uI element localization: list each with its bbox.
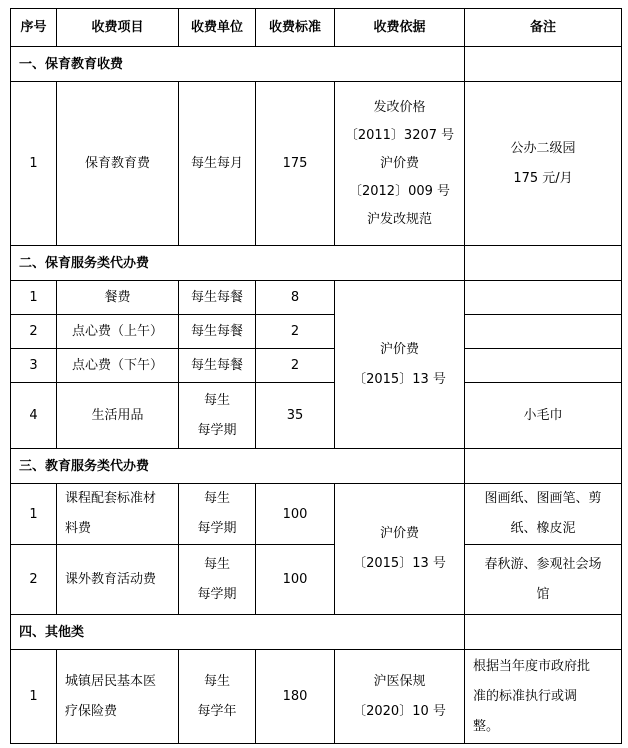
row-standard: 2 — [256, 349, 335, 383]
row-unit: 每生每餐 — [179, 281, 256, 315]
basis-line: 〔2012〕009 号 — [348, 183, 451, 199]
row-item — [57, 545, 179, 615]
item-line: 料费 — [65, 521, 92, 536]
section-row — [11, 615, 622, 650]
header-no: 序号 — [11, 9, 57, 47]
basis-line: 沪价费 — [379, 155, 419, 171]
row-unit — [179, 383, 256, 449]
table-row — [11, 545, 622, 615]
unit-line: 每学期 — [197, 422, 237, 438]
section-row — [11, 449, 622, 484]
basis-line: 沪医保规 — [373, 673, 426, 689]
table-row — [11, 383, 622, 449]
header-item: 收费项目 — [57, 9, 179, 47]
table-row — [11, 315, 622, 349]
basis-line: 沪价费 — [379, 341, 419, 357]
row-remark — [465, 315, 622, 349]
row-item — [57, 650, 179, 744]
basis-line: 〔2015〕13 号 — [353, 556, 446, 571]
header-unit: 收费单位 — [179, 9, 256, 47]
remark-line: 根据当年度市政府批 — [473, 658, 591, 674]
remark-line: 图画纸、图画笔、剪 — [484, 491, 602, 506]
row-standard: 2 — [256, 315, 335, 349]
row-basis — [335, 82, 465, 246]
row-item: 餐费 — [57, 281, 179, 315]
basis-line: 沪价费 — [379, 526, 419, 541]
row-remark — [465, 281, 622, 315]
row-standard: 8 — [256, 281, 335, 315]
basis-line: 〔2015〕13 号 — [353, 371, 446, 387]
table-row — [11, 82, 622, 246]
item-line: 课程配套标准材 — [65, 491, 157, 506]
row-no: 1 — [11, 484, 57, 545]
table-row — [11, 650, 622, 744]
row-standard: 180 — [256, 650, 335, 744]
table-row — [11, 349, 622, 383]
remark-line: 准的标准执行或调 — [473, 688, 578, 704]
section-remark-cell — [465, 246, 622, 281]
row-unit: 每生每月 — [179, 82, 256, 246]
row-item: 保育教育费 — [57, 82, 179, 246]
row-basis — [335, 650, 465, 744]
row-no: 2 — [11, 315, 57, 349]
unit-line: 每生 — [203, 491, 230, 506]
item-line: 课外教育活动费 — [65, 571, 157, 587]
row-unit: 每生每餐 — [179, 349, 256, 383]
unit-line: 每生 — [203, 556, 230, 572]
header-standard: 收费标准 — [256, 9, 335, 47]
table-row — [11, 281, 622, 315]
remark-line: 整。 — [473, 718, 500, 734]
row-item: 点心费（下午） — [57, 349, 179, 383]
row-remark — [465, 82, 622, 246]
basis-line: 沪发改规范 — [366, 211, 432, 227]
remark-line: 馆 — [536, 586, 550, 602]
row-remark — [465, 349, 622, 383]
row-no: 1 — [11, 82, 57, 246]
section-row — [11, 47, 622, 82]
fee-table — [10, 8, 622, 744]
remark-line: 公办二级园 — [510, 140, 576, 156]
header-basis: 收费依据 — [335, 9, 465, 47]
row-remark: 小毛巾 — [465, 383, 622, 449]
remark-line: 纸、橡皮泥 — [510, 521, 576, 536]
header-row — [11, 9, 622, 47]
unit-line: 每学期 — [197, 586, 237, 602]
row-no: 2 — [11, 545, 57, 615]
row-standard: 100 — [256, 484, 335, 545]
unit-line: 每学年 — [197, 703, 237, 719]
row-no: 4 — [11, 383, 57, 449]
unit-line: 每生 — [203, 392, 230, 408]
section-remark-cell — [465, 449, 622, 484]
unit-line: 每生 — [203, 673, 230, 689]
row-remark — [465, 484, 622, 545]
section-remark-cell — [465, 615, 622, 650]
row-no: 1 — [11, 281, 57, 315]
row-unit — [179, 545, 256, 615]
remark-line: 175 元/月 — [513, 170, 573, 186]
item-line: 城镇居民基本医 — [65, 673, 157, 689]
unit-line: 每学期 — [197, 521, 237, 536]
section-remark-cell — [465, 47, 622, 82]
row-standard: 100 — [256, 545, 335, 615]
section-title-2: 二、保育服务类代办费 — [11, 246, 465, 281]
row-remark — [465, 545, 622, 615]
row-no: 3 — [11, 349, 57, 383]
row-item: 点心费（上午） — [57, 315, 179, 349]
section-basis — [335, 484, 465, 615]
item-line: 疗保险费 — [65, 703, 118, 719]
remark-line: 春秋游、参观社会场 — [484, 556, 602, 572]
row-standard: 175 — [256, 82, 335, 246]
basis-line: 发改价格 — [373, 99, 426, 115]
row-item — [57, 484, 179, 545]
section-row — [11, 246, 622, 281]
row-unit: 每生每餐 — [179, 315, 256, 349]
section-title-4: 四、其他类 — [11, 615, 465, 650]
basis-line: 〔2011〕3207 号 — [344, 127, 455, 143]
row-unit — [179, 650, 256, 744]
row-standard: 35 — [256, 383, 335, 449]
header-remark: 备注 — [465, 9, 622, 47]
row-unit — [179, 484, 256, 545]
row-remark — [465, 650, 622, 744]
section-title-1: 一、保育教育收费 — [11, 47, 465, 82]
basis-line: 〔2020〕10 号 — [353, 703, 446, 719]
table-row — [11, 484, 622, 545]
row-item: 生活用品 — [57, 383, 179, 449]
section-basis — [335, 281, 465, 449]
row-no: 1 — [11, 650, 57, 744]
section-title-3: 三、教育服务类代办费 — [11, 449, 465, 484]
